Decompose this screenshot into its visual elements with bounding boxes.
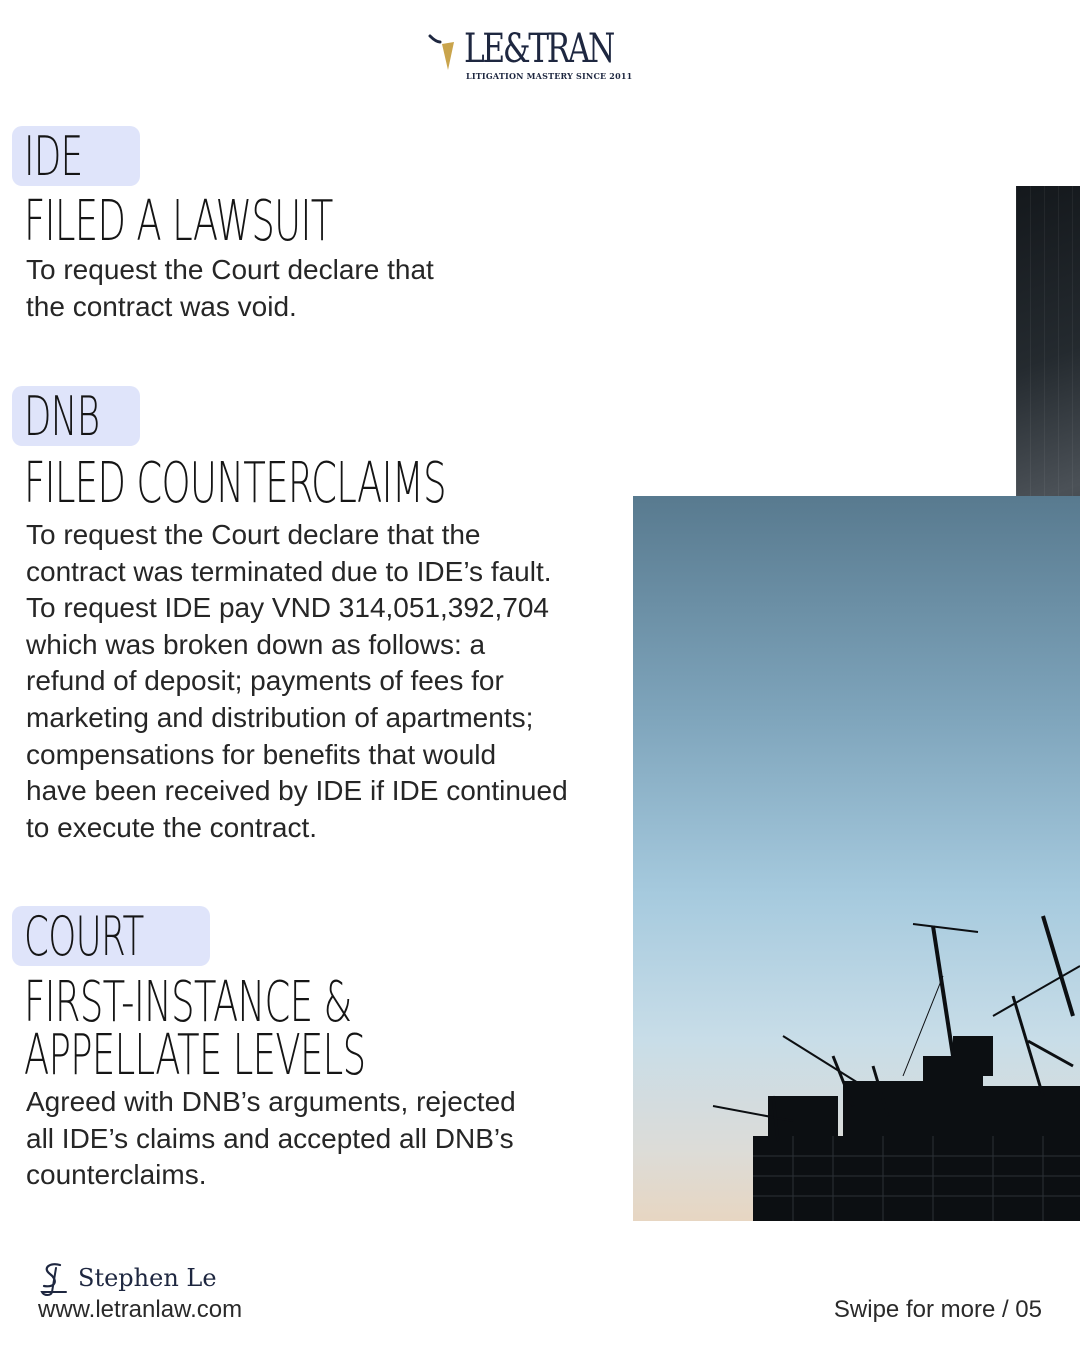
- brand-logo: [428, 28, 658, 88]
- section-heading-ide: FILED A LAWSUIT: [24, 189, 333, 254]
- swipe-indicator: Swipe for more / 05: [833, 1296, 1042, 1323]
- section-heading-dnb: FILED COUNTERCLAIMS: [24, 451, 446, 516]
- section-body-dnb: To request the Court declare that the contract was terminated due to IDE’s fault. To request IDE pay VND 314,051,392,704 which was broken down as follows: a refund of deposit; payments of fees for marketing and distribution of apartments; compensations for benefits that would have been received by IDE if IDE continued to execute the contract.: [26, 519, 568, 843]
- author-name: Stephen Le: [78, 1264, 217, 1292]
- party-tag-dnb-label: DNB: [24, 385, 100, 448]
- party-tag-ide-label: IDE: [24, 125, 83, 188]
- brand-mark-icon: [428, 32, 458, 72]
- crane-silhouette-icon: [633, 496, 1080, 1221]
- signature-monogram-icon: [36, 1262, 70, 1298]
- section-heading-court-2: APPELLATE LEVELS: [24, 1023, 366, 1088]
- section-body-ide: To request the Court declare that the contract was void.: [26, 254, 434, 322]
- section-body-court: Agreed with DNB’s arguments, rejected all IDE’s claims and accepted all DNB’s counterclaims.: [26, 1086, 516, 1191]
- party-tag-court-label: COURT: [24, 905, 144, 968]
- brand-tagline: LITIGATION MASTERY SINCE 2011: [466, 71, 633, 81]
- section-heading-court-1: FIRST-INSTANCE &: [24, 970, 352, 1035]
- construction-skyline-photo: [633, 496, 1080, 1221]
- website-link[interactable]: www.letranlaw.com: [38, 1296, 243, 1323]
- brand-name: LE&TRAN: [464, 26, 614, 72]
